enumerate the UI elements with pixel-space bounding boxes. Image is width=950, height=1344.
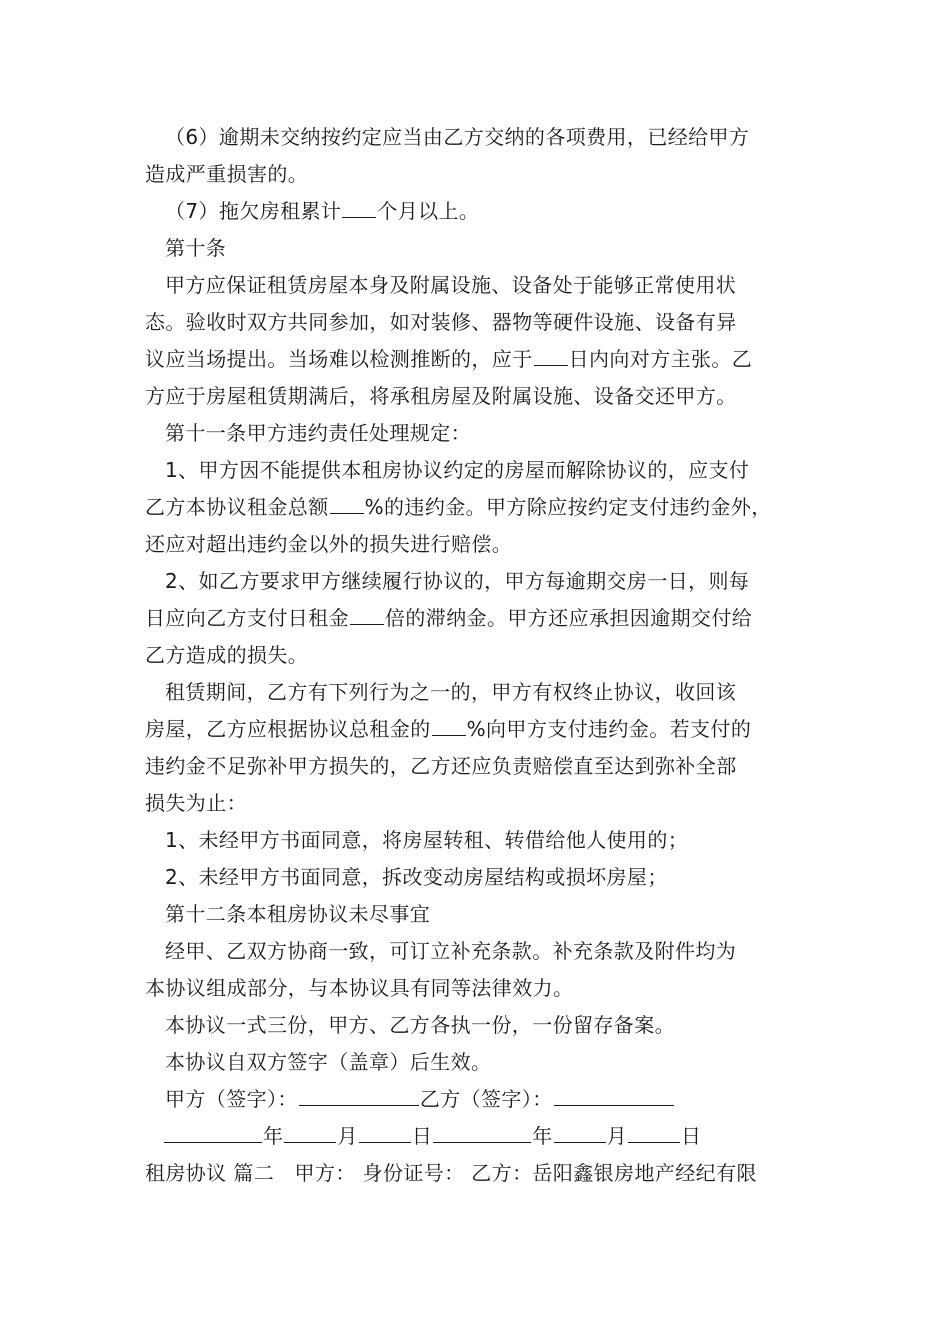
article-11-item-2-a: 日应向乙方支付日租金: [145, 606, 349, 630]
article-11-heading: 第十一条甲方违约责任处理规定：: [165, 421, 471, 445]
article-12-heading: 第十二条本租房协议未尽事宜: [165, 902, 431, 926]
lease-breach-para-line-3: 违约金不足弥补甲方损失的，乙方还应负责赔偿直至达到弥补全部: [145, 754, 737, 778]
breach-item-1: 1、未经甲方书面同意，将房屋转租、转借给他人使用的；: [165, 828, 689, 852]
article-10-heading: 第十条: [165, 236, 227, 260]
clause-6: （6）逾期未交纳按约定应当由乙方交纳的各项费用，已经给甲方: [165, 125, 750, 149]
date-day-label-2: 日: [681, 1124, 702, 1148]
article-11-item-2-cont: [145, 603, 752, 633]
party-b-signature-blank: [554, 1085, 674, 1106]
date-day-blank-1: [359, 1122, 411, 1143]
lease-breach-para-cont: [145, 714, 751, 744]
blank-days: [534, 345, 568, 366]
date-month-label-1: 月: [337, 1124, 358, 1148]
blank-percent-1: [330, 493, 364, 514]
clause-7-text-b: 个月以上。: [377, 199, 480, 223]
blank-months: [342, 197, 376, 218]
lease-breach-a: 房屋，乙方应根据协议总租金的: [145, 717, 431, 741]
party-b-signature-label: 乙方（签字）：: [419, 1087, 553, 1111]
date-month-blank-2: [554, 1122, 606, 1143]
date-year-blank-2: [433, 1122, 531, 1143]
copies-clause: 本协议一式三份，甲方、乙方各执一份，一份留存备案。: [165, 1013, 675, 1037]
party-a-signature-label: 甲方（签字）：: [165, 1087, 298, 1111]
article-12-line-2: 本协议组成部分，与本协议具有同等法律效力。: [145, 976, 574, 1000]
article-11-item-1-b: %的违约金。甲方除应按约定支付违约金外，: [364, 495, 772, 519]
date-year-label-2: 年: [532, 1124, 553, 1148]
article-10-line-1: 甲方应保证租赁房屋本身及附属设施、设备处于能够正常使用状: [165, 273, 737, 297]
article-10-line-3-b: 日内向对方主张。乙: [568, 347, 753, 371]
effective-clause: 本协议自双方签字（盖章）后生效。: [165, 1050, 492, 1074]
clause-6-cont: 造成严重损害的。: [145, 162, 309, 186]
article-10-line-4: 方应于房屋租赁期满后，将承租房屋及附属设施、设备交还甲方。: [145, 384, 737, 408]
clause-7: [165, 196, 479, 226]
article-11-item-2-end: 乙方造成的损失。: [145, 643, 309, 667]
date-day-label-1: 日: [411, 1124, 433, 1148]
article-10-line-3: [145, 344, 752, 374]
breach-item-2: 2、未经甲方书面同意，拆改变动房屋结构或损坏房屋；: [165, 865, 668, 889]
signature-line: [165, 1084, 675, 1114]
article-11-item-1-end: 还应对超出违约金以外的损失进行赔偿。: [145, 532, 513, 556]
article-12-line-1: 经甲、乙双方协商一致，可订立补充条款。补充条款及附件均为: [165, 939, 737, 963]
lease-breach-b: %向甲方支付违约金。若支付的: [466, 717, 752, 741]
article-11-item-2-b: 倍的滞纳金。甲方还应承担因逾期交付给: [385, 606, 753, 630]
lease-breach-para: 租赁期间，乙方有下列行为之一的，甲方有权终止协议，收回该: [165, 680, 737, 704]
date-year-blank-1: [164, 1122, 262, 1143]
date-line: [163, 1121, 701, 1151]
blank-times: [350, 604, 384, 625]
lease-breach-para-line-4: 损失为止：: [145, 791, 247, 815]
date-month-label-2: 月: [606, 1124, 628, 1148]
article-10-line-3-a: 议应当场提出。当场难以检测推断的，应于: [145, 347, 533, 371]
date-day-blank-2: [628, 1122, 680, 1143]
agreement-2-header: 租房协议 篇二 甲方： 身份证号： 乙方：岳阳鑫银房地产经纪有限: [145, 1161, 757, 1185]
article-11-item-1-a: 乙方本协议租金总额: [145, 495, 329, 519]
article-10-line-2: 态。验收时双方共同参加，如对装修、器物等硬件设施、设备有异: [145, 310, 737, 334]
date-month-blank-1: [284, 1122, 336, 1143]
party-a-signature-blank: [299, 1085, 419, 1106]
date-year-label-1: 年: [263, 1124, 284, 1148]
article-11-item-2: 2、如乙方要求甲方继续履行协议的，甲方每逾期交房一日，则每: [165, 569, 750, 593]
article-11-item-1: 1、甲方因不能提供本租房协议约定的房屋而解除协议的，应支付: [165, 458, 750, 482]
clause-7-text-a: （7）拖欠房租累计: [165, 199, 342, 223]
article-11-item-1-cont: [145, 492, 772, 522]
blank-percent-2: [432, 715, 466, 736]
